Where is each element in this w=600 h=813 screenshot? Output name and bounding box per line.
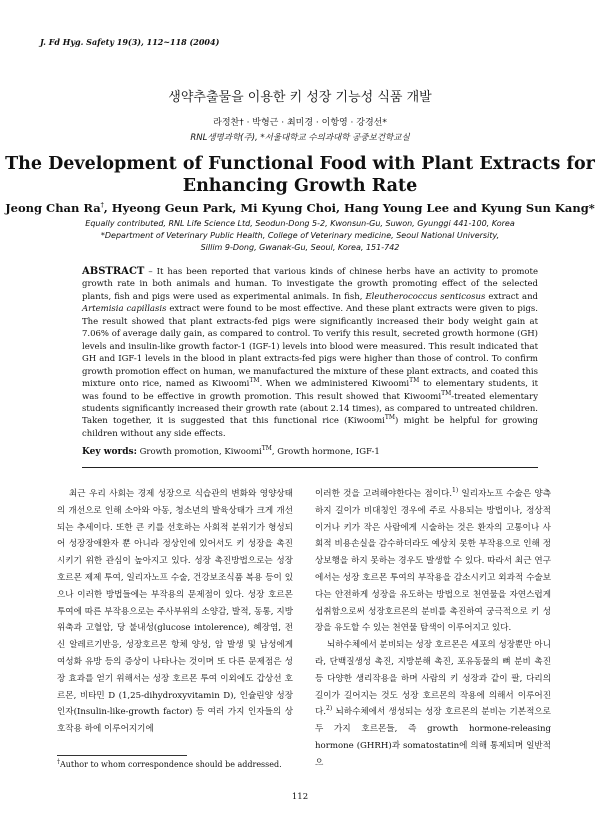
corresponding-mark: † xyxy=(100,202,104,210)
korean-authors: 라정찬† · 박형근 · 최미경 · 이항영 · 강경선* xyxy=(213,118,387,128)
korean-title: 생약추출물을 이용한 키 성장 기능성 식품 개발 xyxy=(168,90,432,105)
body-text: 일리자노프 수술은 양측 하지 길이가 비대칭인 경우에 주로 사용되는 방법이나, 정상적이거나 키가 작은 사람에게 시술하는 것은 환자의 고통이나 사회적 비용손실을 감수하더라도 예상치 못한 부작용으로 인해 정상보행을 하지 못하는 경우도 발생할 수 있다. 따라서 최근 연구에서는 성장 호르몬 투여의 부작용을 감소시키고 외과적 수술보다는 안전하게 성장을 유도하는 방법으로 천연물을 자연스럽게 섭취함으로써 성장호르몬의 분비를 촉진하여 궁극적으로 키 성장을 유도할 수 있는 천연물 탐색이 이루어지고 있다. xyxy=(315,489,551,634)
body-paragraph xyxy=(315,637,551,771)
abstract-text-5: to elementary students, it was found to be effective in growth promotion. This result showed that Kiwoomi xyxy=(82,379,538,402)
korean-affiliation: RNL생명과학(주), *서울대학교 수의과대학 공중보건학교실 xyxy=(190,133,410,143)
abstract-text-7: ) might be helpful for growing children without any side effects. xyxy=(82,416,538,439)
english-authors xyxy=(0,201,600,215)
abstract-text-1: – It has been reported that various kinds of chinese herbs have an activity to promote growth rate in both animals and human. To investigate the growth promoting effect of the selected plants, fish and pigs were used as experimental animals. In fish, xyxy=(82,267,538,302)
english-title-line2: Enhancing Growth Rate xyxy=(182,176,418,196)
abstract-text-4: . When we administered Kiwoomi xyxy=(259,379,410,390)
abstract-label: ABSTRACT xyxy=(82,266,145,277)
trademark-mark: TM xyxy=(261,445,272,453)
footnote-divider xyxy=(57,755,187,756)
english-affiliation xyxy=(30,218,570,255)
other-authors: , Hyeong Geun Park, Mi Kyung Choi, Hang Young Lee and Kyung Sun Kang* xyxy=(103,201,595,215)
english-title xyxy=(0,153,600,197)
trademark-mark: TM xyxy=(384,414,396,422)
abstract-text-3: extract were found to be most effective. And these plant extracts were given to pigs. The result showed that plant extracts-fed pigs were significantly increased their body weight gain at 7.06% of average daily gain, as compared to control. To verify this result, secreted growth hormone (GH) levels and insulin-like growth factor-1 (IGF-1) levels into blood were measured. This result indicated that GH and IGF-1 levels in the blood in plant extracts-fed pigs were higher than those of control. To confirm growth promotion effect on human, we manufactured the mixture of these plant extracts, and coated this mixture onto rice, named as Kiwoomi xyxy=(82,304,538,390)
abstract xyxy=(82,266,538,440)
abstract-text-2: extract and xyxy=(485,291,539,302)
keywords-text-1: Growth promotion, Kiwoomi xyxy=(136,447,262,457)
body-text: 이러한 것을 고려해야한다는 점이다. xyxy=(315,489,453,499)
species-name-2: Artemisia capillasis xyxy=(82,304,167,315)
body-paragraph xyxy=(315,486,551,637)
reference-mark: 2) xyxy=(326,705,333,713)
trademark-mark: TM xyxy=(441,389,452,397)
journal-citation: J. Fd Hyg. Safety 19(3), 112~118 (2004) xyxy=(40,37,220,47)
footnote xyxy=(57,760,282,769)
body-paragraph: 최근 우리 사회는 경제 성장으로 식습관의 변화와 영양상태의 개선으로 인해 소아와 아동, 청소년의 발육상태가 크게 개선되는 추세이다. 또한 큰 키를 선호하는 사회적 분위기가 형성되어 성장장애환자 뿐 아니라 정상인에 있어서도 키 성장을 촉진시키기 위한 관심이 높아지고 있다. 성장 촉진방법으로는 성장 호르몬 제제 투여, 일리자노프 수술, 건강보조식품 복용 등이 있으나 이러한 방법들에는 부작용의 문제점이 있다. 성장 호르몬 투여에 따른 부작용으로는 주사부위의 소양감, 발적, 동통, 지방위축과 고혈압, 당 불내성(glucose intolerence), 혜장염, 전신 알레르기반응, 성장호르몬 항체 양성, 암 발생 및 남성에게 여성화 유방 등의 증상이 나타나는 것이며 또 다른 문제점은 성장 효과를 얻기 위해서는 성장 호르몬 투여 이외에도 갑상선 호르몬, 비타민 D (1,25-dihydroxyvitamin D), 인슐린양 성장인자(Insulin-like-growth factor) 등 여러 가지 인자들의 상호작용 하에 이루어지기에 xyxy=(57,489,293,735)
affiliation-line-3: Sillim 9-Dong, Gwanak-Gu, Seoul, Korea, 151-742 xyxy=(200,243,400,253)
trademark-mark: TM xyxy=(409,377,420,385)
english-title-line1: The Development of Functional Food with Plant Extracts for xyxy=(5,154,595,174)
keywords-text-2: , Growth hormone, IGF-1 xyxy=(271,447,380,457)
footnote-text: Author to whom correspondence should be addressed. xyxy=(60,760,282,769)
first-author: Jeong Chan Ra xyxy=(5,201,101,215)
trademark-mark: TM xyxy=(249,377,260,385)
page-number: 112 xyxy=(291,792,309,802)
species-name-1: Eleutherococcus senticosus xyxy=(365,291,486,302)
section-divider xyxy=(82,467,538,468)
affiliation-line-1: Equally contributed, RNL Life Science Ltd, Seodun-Dong 5-2, Kwonsun-Gu, Suwon, Gyunggi 441-100, Korea xyxy=(85,219,515,228)
body-text: 뇌하수체에서 분비되는 성장 호르몬은 세포의 성장뿐만 아니라, 단백질생성 촉진, 지방분해 촉진, 포유동물의 뼈 분비 촉진 등 다양한 생리작용을 하며 사람의 키 성장과 같이 팔, 다리의 길이가 길어지는 것도 성장 호르몬의 작용에 의해서 이루어진다. xyxy=(315,640,551,718)
reference-mark: 1) xyxy=(452,487,459,495)
body-text: 뇌하수체에서 생성되는 성장 호르몬의 분비는 기본적으로 두 가지 호르몬들, 즉 growth hormone-releasing hormone (GHRH)과 somatostatin에 의해 통제되며 일반적으 xyxy=(315,707,551,768)
body-column-left xyxy=(57,486,293,738)
abstract-text-6: -treated elementary students significantly increased their growth rate (about 2.14 times), as compared to untreated children. Taken together, it is suggested that this functional rice (Kiwoomi xyxy=(82,391,538,427)
affiliation-line-2: *Department of Veterinary Public Health, College of Veterinary medicine, Seoul National University, xyxy=(100,231,500,241)
keywords-label: Key words: xyxy=(82,447,137,457)
body-column-right xyxy=(315,486,551,772)
keywords xyxy=(82,447,538,457)
footnote-mark: † xyxy=(57,758,60,766)
